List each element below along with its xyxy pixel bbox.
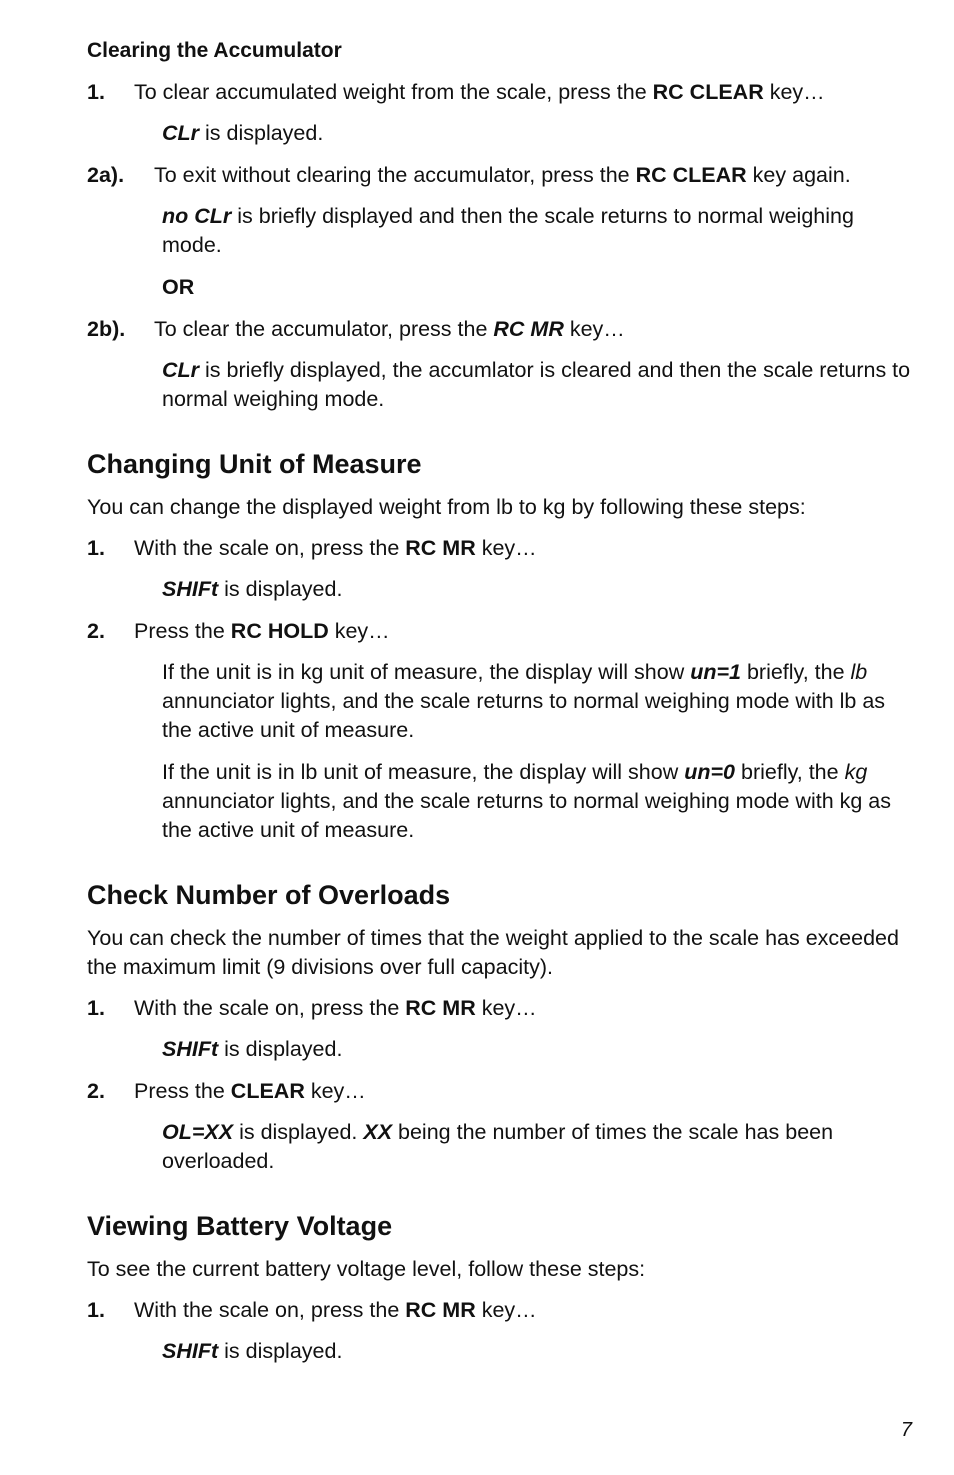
section-heading-clearing: Clearing the Accumulator [87,39,342,62]
step-number: 2b). [87,317,126,341]
text: is displayed. [218,1037,343,1061]
key-name: CLEAR [230,1079,305,1103]
text: briefly, the [740,660,851,684]
text: is briefly displayed and then the scale returns to normal weighing mode. [162,204,854,257]
text: is displayed. [233,1120,364,1144]
key-name: RC MR [405,1298,476,1322]
step-clearing-2b [87,315,917,344]
step-text [134,1077,917,1106]
step-result [162,202,917,260]
step-result [162,119,917,148]
step-unit-2 [87,617,917,646]
text: briefly, the [735,760,845,784]
annunciator: kg [844,760,868,784]
display-code: SHIFt [162,1339,219,1363]
key-name: RC MR [405,996,476,1020]
key-name: RC MR [493,317,564,341]
step-text [134,994,917,1023]
text: To clear accumulated weight from the scale, press the [134,80,653,104]
key-name: RC CLEAR [635,163,747,187]
text: key… [475,1298,537,1322]
text: If the unit is in kg unit of measure, the display will show [162,660,691,684]
step-number: 2. [87,1079,105,1103]
text: With the scale on, press the [134,536,406,560]
display-code: no CLr [162,204,232,228]
step-result [162,658,917,745]
display-code: CLr [162,121,200,145]
text: key… [328,619,390,643]
text: key… [563,317,625,341]
step-text [134,617,917,646]
step-result [162,1118,917,1176]
text: key again. [746,163,851,187]
step-unit-1 [87,534,917,563]
step-number: 1. [87,996,105,1020]
text: key… [475,996,537,1020]
step-text [134,78,917,107]
step-battery-1 [87,1296,917,1325]
text: annunciator lights, and the scale returns to normal weighing mode with lb as the active unit of measure. [162,689,886,742]
text: With the scale on, press the [134,996,406,1020]
key-name: RC HOLD [230,619,329,643]
step-text [134,1296,917,1325]
section-heading-battery: Viewing Battery Voltage [87,1211,393,1241]
section-heading-unit: Changing Unit of Measure [87,449,422,479]
step-number: 2. [87,619,105,643]
key-name: RC CLEAR [652,80,764,104]
annunciator: lb [850,660,868,684]
step-text [154,161,917,190]
text: being the number of times the scale has been overloaded. [162,1120,834,1173]
step-clearing-1 [87,78,917,107]
section-intro: You can change the displayed weight from lb to kg by following these steps: [87,495,806,519]
text: Press the [134,1079,231,1103]
step-text [154,315,917,344]
step-result [162,356,917,414]
text: key… [763,80,825,104]
display-code: un=0 [684,760,736,784]
text: To exit without clearing the accumulator, press the [154,163,636,187]
text: is displayed. [218,1339,343,1363]
text: is briefly displayed, the accumlator is cleared and then the scale returns to normal weighing mode. [162,358,911,411]
page-number: 7 [900,1419,912,1441]
step-clearing-2a [87,161,917,190]
document-page [87,36,917,1379]
step-result [162,1337,917,1366]
text: With the scale on, press the [134,1298,406,1322]
text: If the unit is in lb unit of measure, the display will show [162,760,685,784]
section-heading-overloads: Check Number of Overloads [87,880,451,910]
display-code: CLr [162,358,200,382]
text: key… [475,536,537,560]
section-intro: You can check the number of times that the weight applied to the scale has exceeded the maximum limit (9 divisions over full capacity). [87,926,899,979]
step-number: 1. [87,80,105,104]
step-number: 1. [87,1298,105,1322]
display-code: SHIFt [162,577,219,601]
display-code: un=1 [690,660,741,684]
text: To clear the accumulator, press the [154,317,494,341]
text: is displayed. [199,121,324,145]
text: key… [304,1079,366,1103]
display-code: OL=XX [162,1120,234,1144]
step-text [134,534,917,563]
step-result [162,575,917,604]
step-result [162,758,917,845]
section-intro: To see the current battery voltage level, follow these steps: [87,1257,646,1281]
step-overloads-1 [87,994,917,1023]
key-name: RC MR [405,536,476,560]
text: is displayed. [218,577,343,601]
display-code: XX [363,1120,393,1144]
or-separator: OR [162,275,195,299]
step-result [162,1035,917,1064]
display-code: SHIFt [162,1037,219,1061]
text: annunciator lights, and the scale returns to normal weighing mode with kg as the active unit of measure. [162,789,892,842]
step-number: 1. [87,536,105,560]
text: Press the [134,619,231,643]
step-overloads-2 [87,1077,917,1106]
step-number: 2a). [87,163,125,187]
